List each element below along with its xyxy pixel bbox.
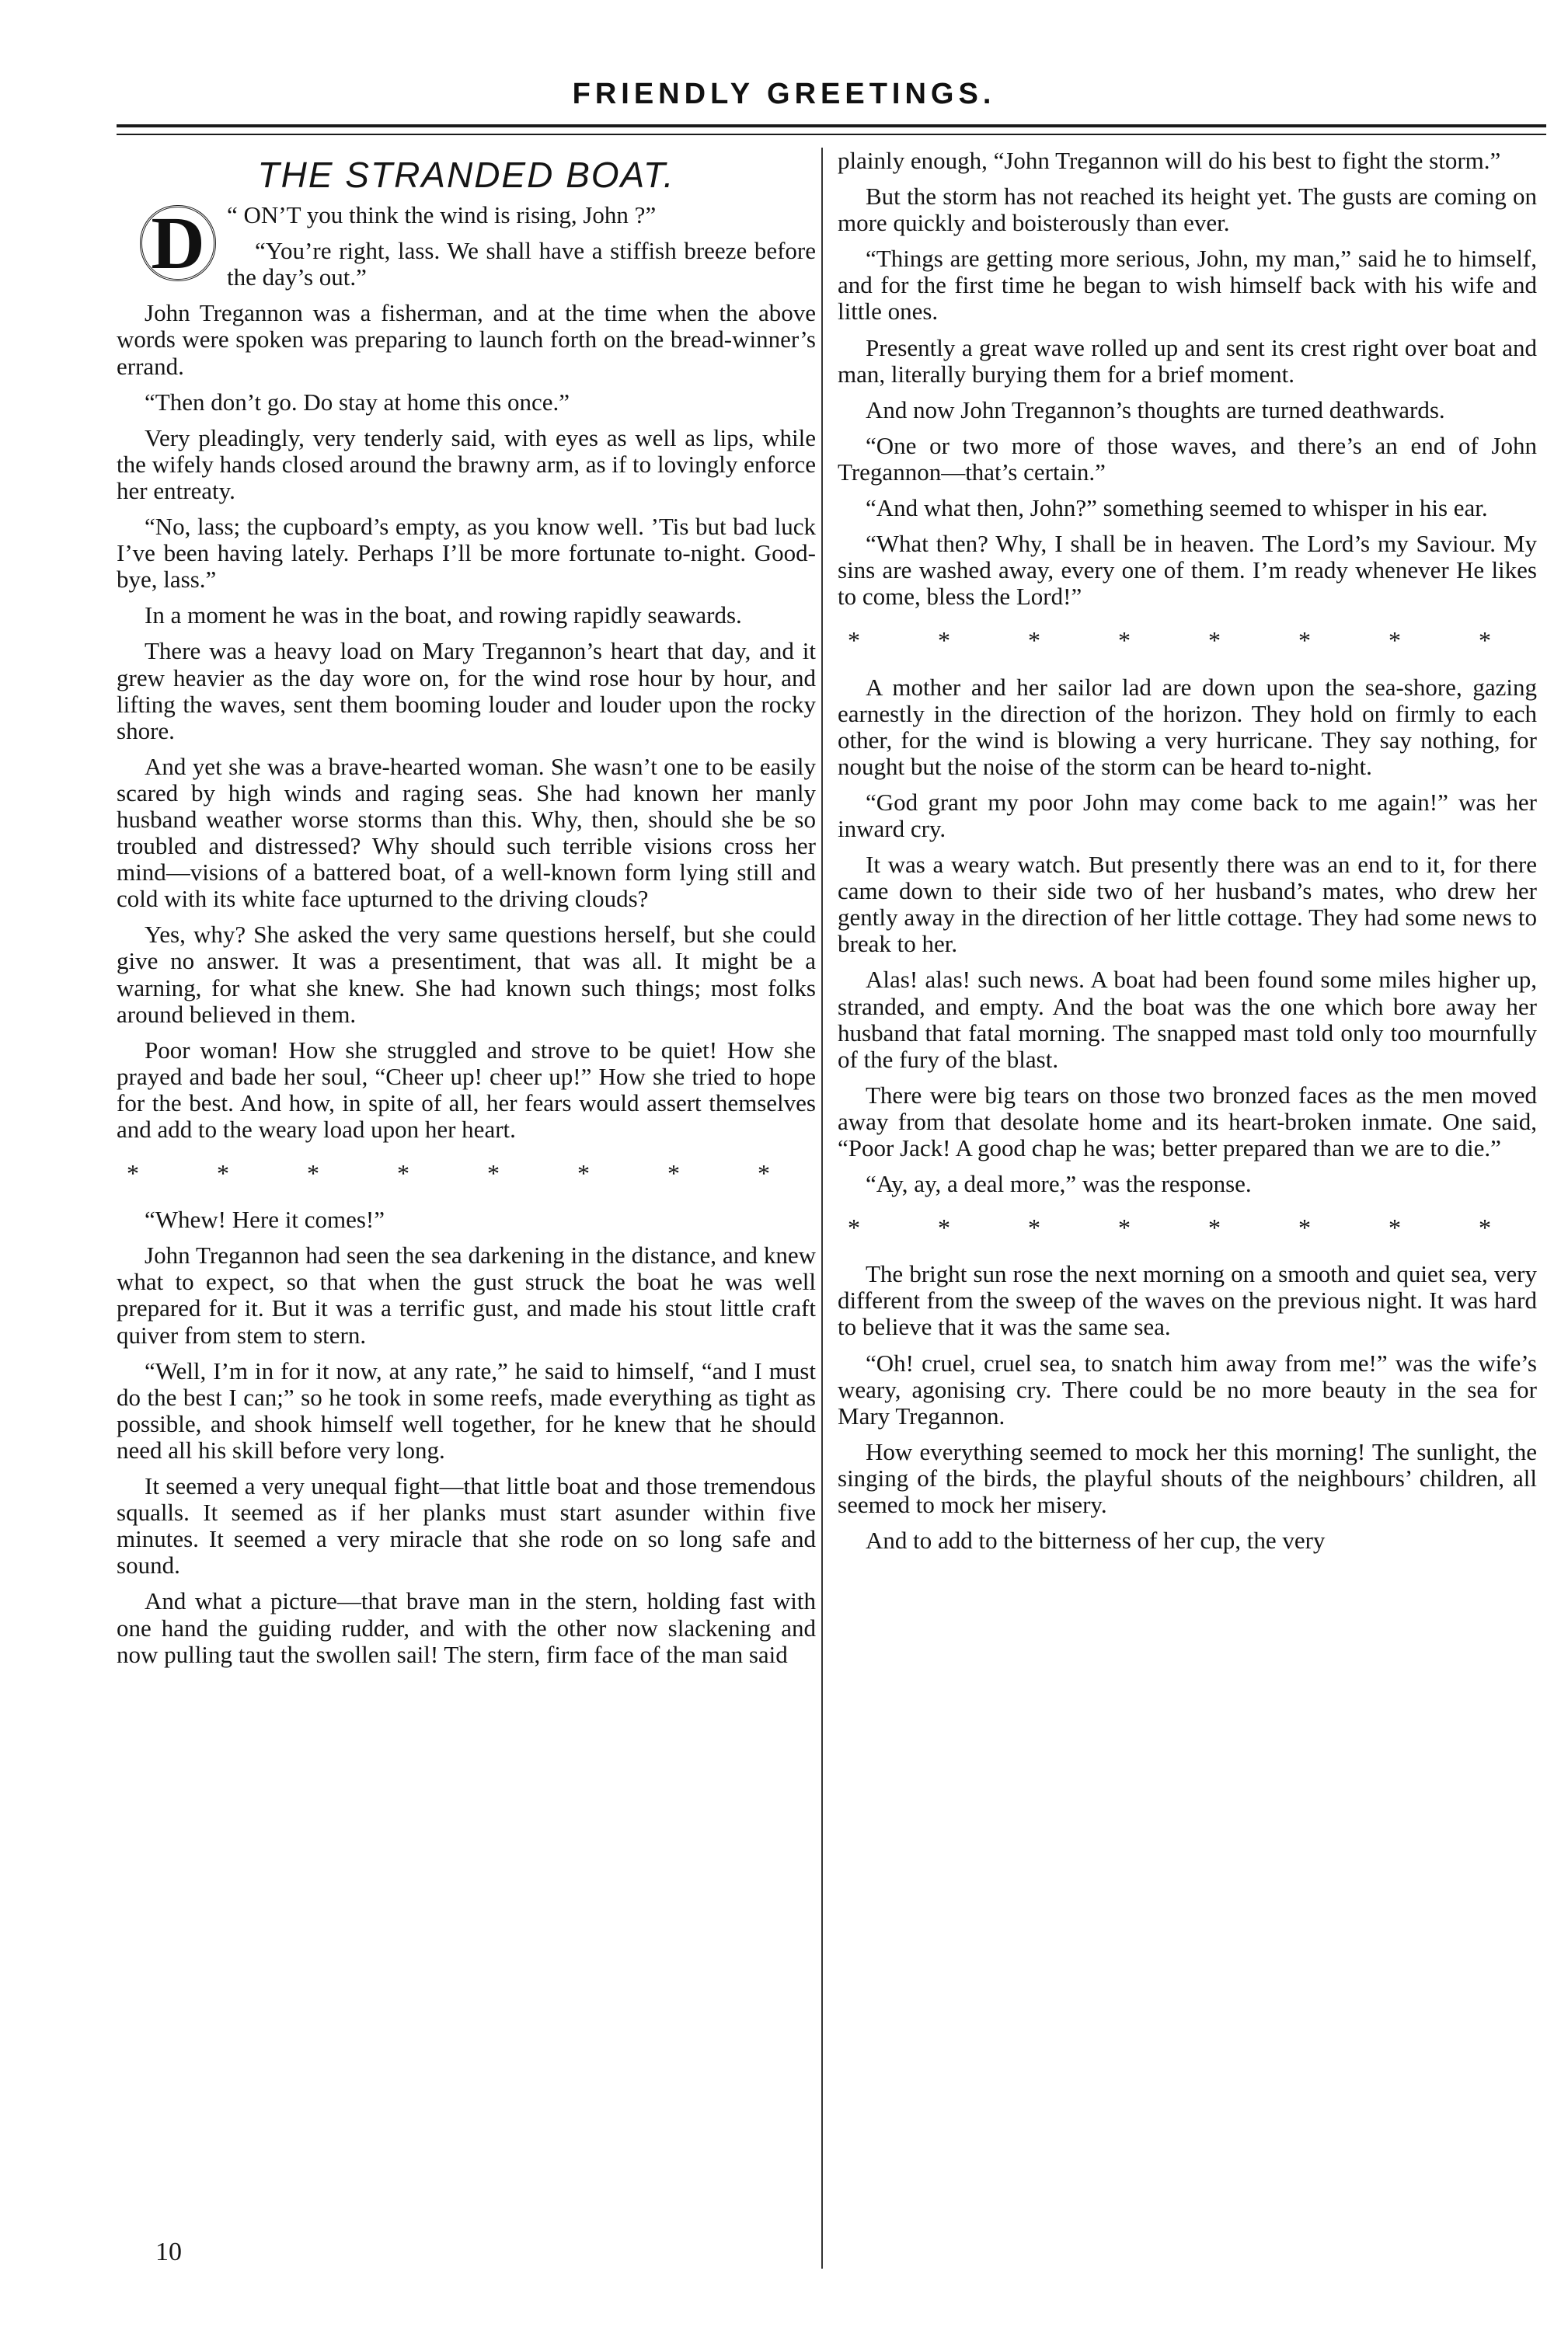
column-divider	[821, 148, 823, 2269]
paragraph: “ ON’T you think the wind is rising, John ?”	[227, 201, 657, 229]
paragraph: “Whew! Here it comes!”	[145, 1206, 385, 1234]
paragraph: In a moment he was in the boat, and rowing rapidly seawards.	[145, 601, 742, 629]
drop-cap: D	[140, 205, 216, 281]
paragraph: But the storm has not reached its height yet. The gusts are coming on more quickly and boisterously than ever.	[838, 183, 1537, 237]
paragraph: “One or two more of those waves, and there’s an end of John Tregannon—that’s certain.”	[838, 431, 1537, 486]
paragraph: It was a weary watch. But presently there was an end to it, for there came down to their side two of her husband’s mates, who drew her gently away in the direction of her little cottage. They had some news to break to her.	[838, 851, 1537, 958]
paragraph: “Well, I’m in for it now, at any rate,” he said to himself, “and I must do the best I can;” so he took in some reefs, made everything as tight as possible, and shook himself well together, for he knew that he should need all his skill before very long.	[117, 1357, 816, 1464]
paragraph: And what a picture—that brave man in the stern, holding fast with one hand the guiding rudder, and with the other now slackening and now pulling taut the swollen sail! The stern, firm face of the man said	[117, 1587, 816, 1668]
paragraph: “You’re right, lass. We shall have a stiffish breeze before the day’s out.”	[227, 237, 816, 291]
paragraph: A mother and her sailor lad are down upon the sea-shore, gazing earnestly in the direction of the horizon. They hold on firmly to each other, for the wind is blowing a very hurricane. They say nothing, for nought but the noise of the storm can be heard to-night.	[838, 673, 1537, 780]
section-break: * * * * * * * *	[848, 1214, 1527, 1242]
paragraph: And to add to the bitterness of her cup, the very	[866, 1527, 1326, 1555]
left-column	[117, 148, 816, 1677]
paragraph: Very pleadingly, very tenderly said, with eyes as well as lips, while the wifely hands closed around the brawny arm, as if to lovingly enforce her entreaty.	[117, 423, 816, 504]
paragraph: Poor woman! How she struggled and strove to be quiet! How she prayed and bade her soul, “Cheer up! cheer up!” How she tried to hope for the best. And how, in spite of all, her fears would assert themselves and add to the weary load upon her heart.	[117, 1036, 816, 1143]
paragraph: “Then don’t go. Do stay at home this once.”	[145, 388, 570, 416]
paragraph: Yes, why? She asked the very same questions herself, but she could give no answer. It was a presentiment, that was all. It might be a warning, for what she knew. She had known such things; most folks around believed in them.	[117, 921, 816, 1028]
article-title: THE STRANDED BOAT.	[257, 155, 675, 195]
paragraph: How everything seemed to mock her this morning! The sunlight, the singing of the birds, the playful shouts of the neighbours’ children, all seemed to mock her misery.	[838, 1437, 1537, 1519]
paragraph: It seemed a very unequal fight—that little boat and those tremendous squalls. It seemed as if her planks must start asunder within five minutes. It seemed a very miracle that she rode on so long safe and sound.	[117, 1472, 816, 1580]
paragraph: “What then? Why, I shall be in heaven. The Lord’s my Saviour. My sins are washed away, every one of them. I’m ready whenever He likes to come, bless the Lord!”	[838, 530, 1537, 611]
paragraph: “No, lass; the cupboard’s empty, as you know well. ’Tis but bad luck I’ve been having lately. Perhaps I’ll be more fortunate to-night. Good-bye, lass.”	[117, 513, 816, 594]
paragraph: “And what then, John?” something seemed to whisper in his ear.	[866, 494, 1488, 522]
paragraph: “Oh! cruel, cruel sea, to snatch him away from me!” was the wife’s weary, agonising cry. There could be no more beauty in the sea for Mary Tregannon.	[838, 1349, 1537, 1430]
page-number: 10	[155, 2238, 182, 2266]
paragraph: “Ay, ay, a deal more,” was the response.	[866, 1170, 1252, 1198]
paragraph: And yet she was a brave-hearted woman. She wasn’t one to be easily scared by high winds and raging seas. She had known her manly husband weather worse storms than this. Why, then, should she be so troubled and distressed? Why should such terrible visions cross her mind—visions of a battered boat, of a well-known form lying still and cold with its white face upturned to the driving clouds?	[117, 752, 816, 913]
paragraph: There was a heavy load on Mary Tregannon’s heart that day, and it grew heavier as the day wore on, for the wind rose hour by hour, and lifting the waves, sent them booming louder and louder upon the rocky shore.	[117, 637, 816, 744]
paragraph: Alas! alas! such news. A boat had been found some miles higher up, stranded, and empty. And the boat was the one which bore away her husband that fatal morning. The snapped mast told only too mournfully of the fury of the blast.	[838, 966, 1537, 1073]
paragraph: plainly enough, “John Tregannon will do his best to fight the storm.”	[838, 147, 1501, 174]
paragraph: John Tregannon was a fisherman, and at the time when the above words were spoken was preparing to launch forth on the bread-winner’s errand.	[117, 299, 816, 380]
section-break: * * * * * * * *	[127, 1159, 806, 1188]
running-header: FRIENDLY GREETINGS.	[572, 78, 996, 110]
header-rule-thin	[117, 134, 1546, 135]
section-break: * * * * * * * *	[848, 626, 1527, 655]
paragraph: Presently a great wave rolled up and sent its crest right over boat and man, literally burying them for a brief moment.	[838, 333, 1537, 388]
paragraph: “God grant my poor John may come back to me again!” was her inward cry.	[838, 788, 1537, 842]
paragraph: There were big tears on those two bronzed faces as the men moved away from that desolate home and its heart-broken inmate. One said, “Poor Jack! A good chap he was; better prepared than we are to die.”	[838, 1081, 1537, 1162]
paragraph: And now John Tregannon’s thoughts are turned deathwards.	[866, 395, 1445, 423]
paragraph: The bright sun rose the next morning on a smooth and quiet sea, very different from the sweep of the waves on the previous night. It was hard to believe that it was the same sea.	[838, 1260, 1537, 1341]
paragraph: John Tregannon had seen the sea darkening in the distance, and knew what to expect, so that when the gust struck the boat he was well prepared for it. But it was a terrific gust, and made his stout little craft quiver from stem to stern.	[117, 1242, 816, 1349]
paragraph: “Things are getting more serious, John, my man,” said he to himself, and for the first time he began to wish himself back with his wife and little ones.	[838, 245, 1537, 326]
right-column	[838, 148, 1537, 1563]
header-rule	[117, 124, 1546, 127]
